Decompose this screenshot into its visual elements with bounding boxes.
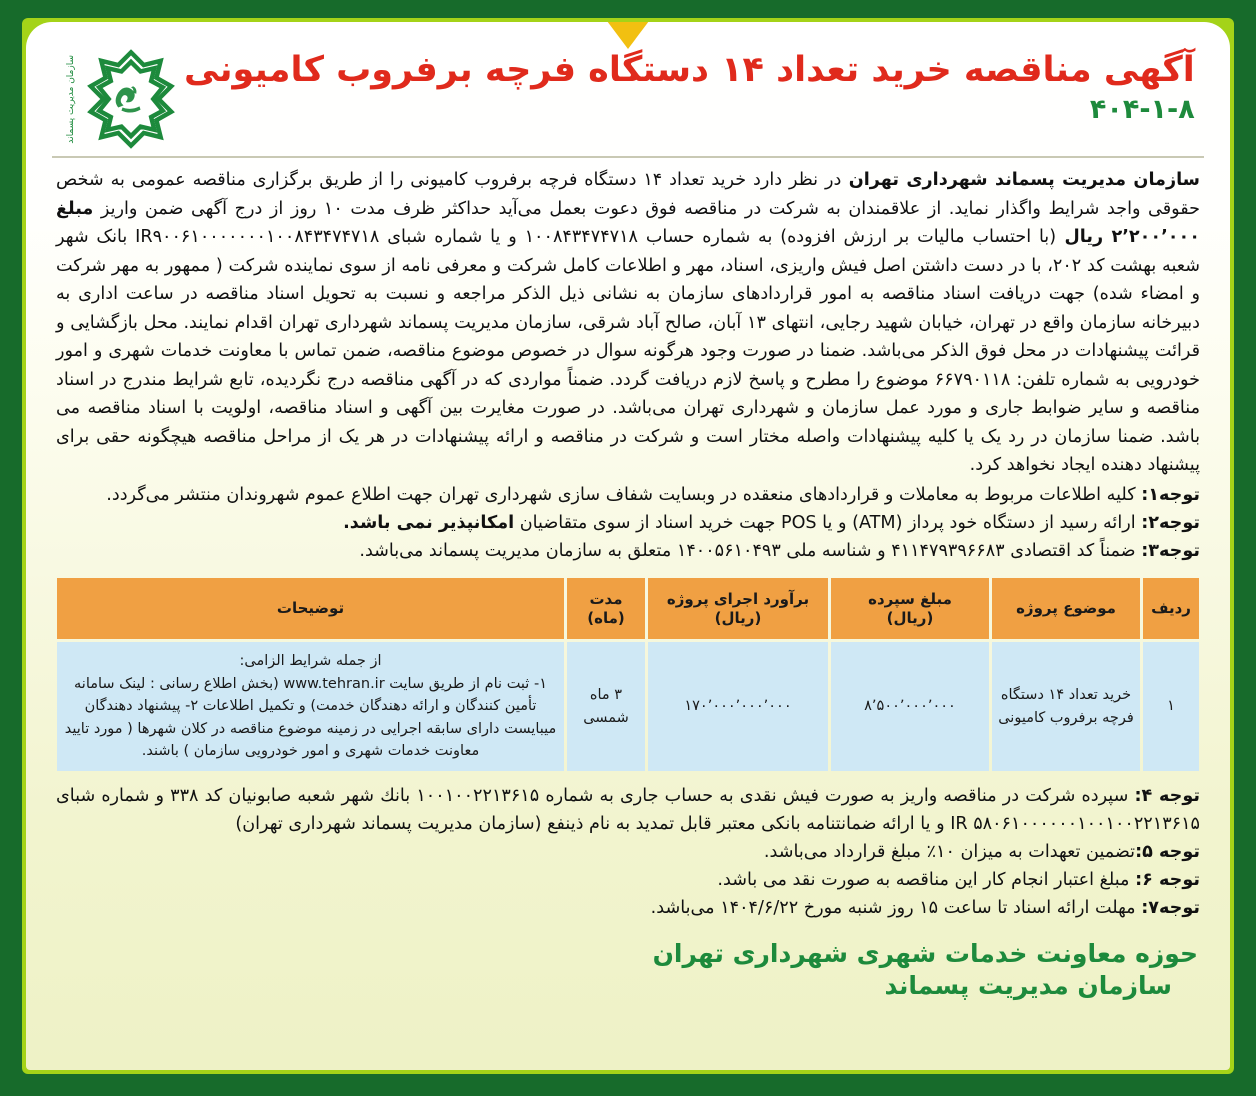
poster-sheet [26, 22, 1230, 1070]
th-radif-label: ردیف [1151, 599, 1191, 618]
tender-number: ۴۰۴-۱-۸ [1089, 94, 1195, 126]
note-6 [56, 866, 1200, 894]
logo-caption: سازمان مدیریت پسماند [66, 54, 76, 144]
note-6-text: مبلغ اعتبار انجام کار این مناقصه به صورت نقد می باشد. [717, 870, 1136, 891]
note-4-text: سپرده شرکت در مناقصه واریز به صورت فیش نقدی به حساب جاری به شماره ۱۰۰۱۰۰۲۲۱۳۶۱۵ بانك شهر شعبه صابونیان کد ۳۳۸ و شماره شبای IR ۵۸۰۶۱۰۰۰۰۰۰۱۰۰۱۰۰۲۲۱۳۶۱۵ و یا ارائه ضمانتنامه بانکی معتبر قابل تمدید به نام ذینفع (سازمان مدیریت پسماند شهرداری تهران) [56, 785, 1200, 834]
cell-moddat: ۳ ماه شمسی [567, 642, 645, 770]
note-4 [56, 782, 1200, 838]
note-3-label: توجه۳: [1141, 540, 1200, 561]
th-mozu-label: موضوع پروژه [1016, 599, 1116, 618]
note-2 [56, 509, 1200, 537]
th-moddat [567, 578, 645, 640]
footer-line-2: سازمان مدیریت پسماند [884, 970, 1172, 1000]
cell-sepordeh: ۸٬۵۰۰٬۰۰۰٬۰۰۰ [831, 642, 989, 770]
paragraph-0-segment-3: (با احتساب مالیات بر ارزش افزوده) به شماره حساب ۱۰۰۸۴۳۴۷۴۷۱۸ و یا شماره شبای IR۹۰۰۶۱۰۰۰۰۰۰۰۱۰۰۸۴۳۴۷۴۷۱۸ بانک شهر شعبه بهشت کد ۲۰۲، با در دست داشتن اصل فیش واریزی، اسناد، مهر و اطلاعات کامل شرکت و معرفی نامه از سوی نماینده شرکت ( ممهور به مهر شرکت و امضاء شده) جهت دریافت اسناد مناقصه به امور قراردادهای سازمان به نشانی ذیل الذکر مراجعه و نسبت به تحویل اسناد مناقصه در ساعت اداری به دبیرخانه سازمان واقع در تهران، خیابان شهید رجایی، انتهای ۱۳ آبان، صالح آباد شرقی، سازمان مدیریت پسماند شهرداری تهران اقدام نمایند. محل بازگشایی و قرائت پیشنهادات در محل فوق الذکر می‌باشد. ضمنا در صورت وجود هرگونه سوال در خصوص موضوع مناقصه، ضمن تماس با معاونت خدمات شهری و امور خودرویی به شماره تلفن: ۶۶۷۹۰۱۱۸ موضوع را مطرح و پاسخ لازم دریافت گردد. ضمناً مواردی که در آگهی مناقصه درج نگردیده، تابع شرایط مندرج در اسناد مناقصه و سایر ضوابط جاری و مورد عمل سازمان و شهرداری تهران می‌باشد. در صورت مغایرت بین آگهی و اسناد مناقصه، اولویت با اسناد مناقصه می باشد. ضمنا سازمان در رد یک یا کلیه پیشنهادات واصله مختار است و شرکت در مناقصه و ارائه پیشنهادات در هر یک از مراحل مناقصه هیچگونه حقی برای پیشنهاد دهنده ایجاد نخواهد کرد. [56, 227, 1200, 475]
note-5 [56, 838, 1200, 866]
note-7 [56, 894, 1200, 922]
main-paragraph [56, 166, 1200, 480]
table-row [57, 642, 1199, 770]
poster-footer [52, 922, 1204, 1002]
note-1-text: کلیه اطلاعات مربوط به معاملات و قراردادهای منعقده در وبسایت شفاف سازی شهرداری تهران جهت اطلاع عموم شهروندان منتشر می‌گردد. [106, 484, 1142, 505]
announcement-body [52, 164, 1204, 565]
note-6-label: توجه ۶: [1135, 870, 1200, 891]
note-1-label: توجه۱: [1141, 484, 1200, 505]
note-7-label: توجه۷: [1141, 898, 1200, 919]
poster-inner-band [22, 18, 1234, 1074]
paragraph-0-segment-1: در نظر دارد خرید تعداد ۱۴ دستگاه فرچه برفروب کامیونی را از طریق برگزاری مناقصه عمومی به شخص حقوقی واجد شرایط واگذار نماید. از علاقمندان به شرکت در مناقصه فوق دعوت بعمل می‌آید حداکثر ظرف مدت ۱۰ روز از درج آگهی ضمن واریز [56, 170, 1200, 219]
footer-line-1: حوزه معاونت خدمات شهری شهرداری تهران [652, 939, 1198, 969]
bottom-notes [52, 780, 1204, 923]
note-7-text: مهلت ارائه اسناد تا ساعت ۱۵ روز شنبه مورخ ۱۴۰۴/۶/۲۲ می‌باشد. [650, 898, 1142, 919]
th-tozihat-label: توضیحات [276, 599, 345, 618]
th-baravord [648, 578, 828, 640]
cell-tozihat [57, 642, 564, 770]
tehran-municipality-star-logo-icon [78, 46, 184, 152]
note-2-text: ارائه رسید از دستگاه خود پرداز (ATM) و یا POS جهت خرید اسناد از سوی متقاضیان [514, 512, 1142, 533]
th-mozu [992, 578, 1140, 640]
tender-table-head [57, 578, 1199, 640]
note-2-emphasis: امکانپذیر نمی باشد. [343, 512, 515, 533]
th-tozihat [57, 578, 564, 640]
th-sepordeh-unit: (ریال) [886, 608, 934, 627]
note-5-text: تضمین تعهدات به میزان ۱۰٪ مبلغ قرارداد می‌باشد. [763, 842, 1136, 863]
th-baravord-unit: (ریال) [714, 608, 762, 627]
tender-table [54, 575, 1202, 774]
th-sepordeh [831, 578, 989, 640]
cell-tozihat-lead: از جمله شرایط الزامی: [239, 653, 382, 670]
cell-tozihat-body: ۱- ثبت نام از طریق سایت www.tehran.ir (بخش اطلاع رسانی : لینک سامانه تأمین کنندگان و ارائه دهندگان خدمت) و تکمیل اطلاعات ۲- پیشنهاد دهندگان میبایست دارای سابقه اجرایی در زمینه موضوع مناقصه در کلان شهرها ( مورد تایید معاونت خدمات شهری و امور خودرویی سازمان ) باشند. [64, 675, 557, 760]
note-1 [56, 481, 1200, 509]
th-baravord-label: برآورد اجرای پروژه [666, 589, 810, 608]
table-header-row [57, 578, 1199, 640]
note-3-text: ضمناً کد اقتصادی ۴۱۱۴۷۹۳۹۶۶۸۳ و شناسه ملی ۱۴۰۰۵۶۱۰۴۹۳ متعلق به سازمان مدیریت پسماند می‌باشد. [359, 540, 1142, 561]
note-5-label: توجه ۵: [1135, 842, 1200, 863]
paragraph-0-segment-0: سازمان مدیریت پسماند شهرداری تهران [841, 170, 1200, 190]
note-2-label: توجه۲: [1141, 512, 1200, 533]
cell-radif: ۱ [1143, 642, 1199, 770]
note-4-label: توجه ۴: [1134, 785, 1200, 806]
paragraph-0-segment-2: مبلغ ۲٬۲۰۰٬۰۰۰ ریال [56, 198, 1201, 247]
tender-table-wrapper [52, 565, 1204, 780]
cell-baravord: ۱۷۰٬۰۰۰٬۰۰۰٬۰۰۰ [648, 642, 828, 770]
th-radif [1143, 578, 1199, 640]
cell-mozu: خرید تعداد ۱۴ دستگاه فرچه برفروب کامیونی [992, 642, 1140, 770]
title-block [184, 46, 1213, 125]
triangle-marker-icon [607, 22, 649, 49]
page-title: آگهی مناقصه خرید تعداد ۱۴ دستگاه فرچه برفروب کامیونی [184, 50, 1195, 90]
th-sepordeh-label: مبلغ سپرده [868, 589, 952, 608]
tender-table-body [57, 642, 1199, 770]
note-3 [56, 537, 1200, 565]
poster-header [52, 32, 1204, 158]
th-moddat-label: مدت (ماه) [587, 589, 625, 627]
organization-logo [62, 46, 184, 152]
